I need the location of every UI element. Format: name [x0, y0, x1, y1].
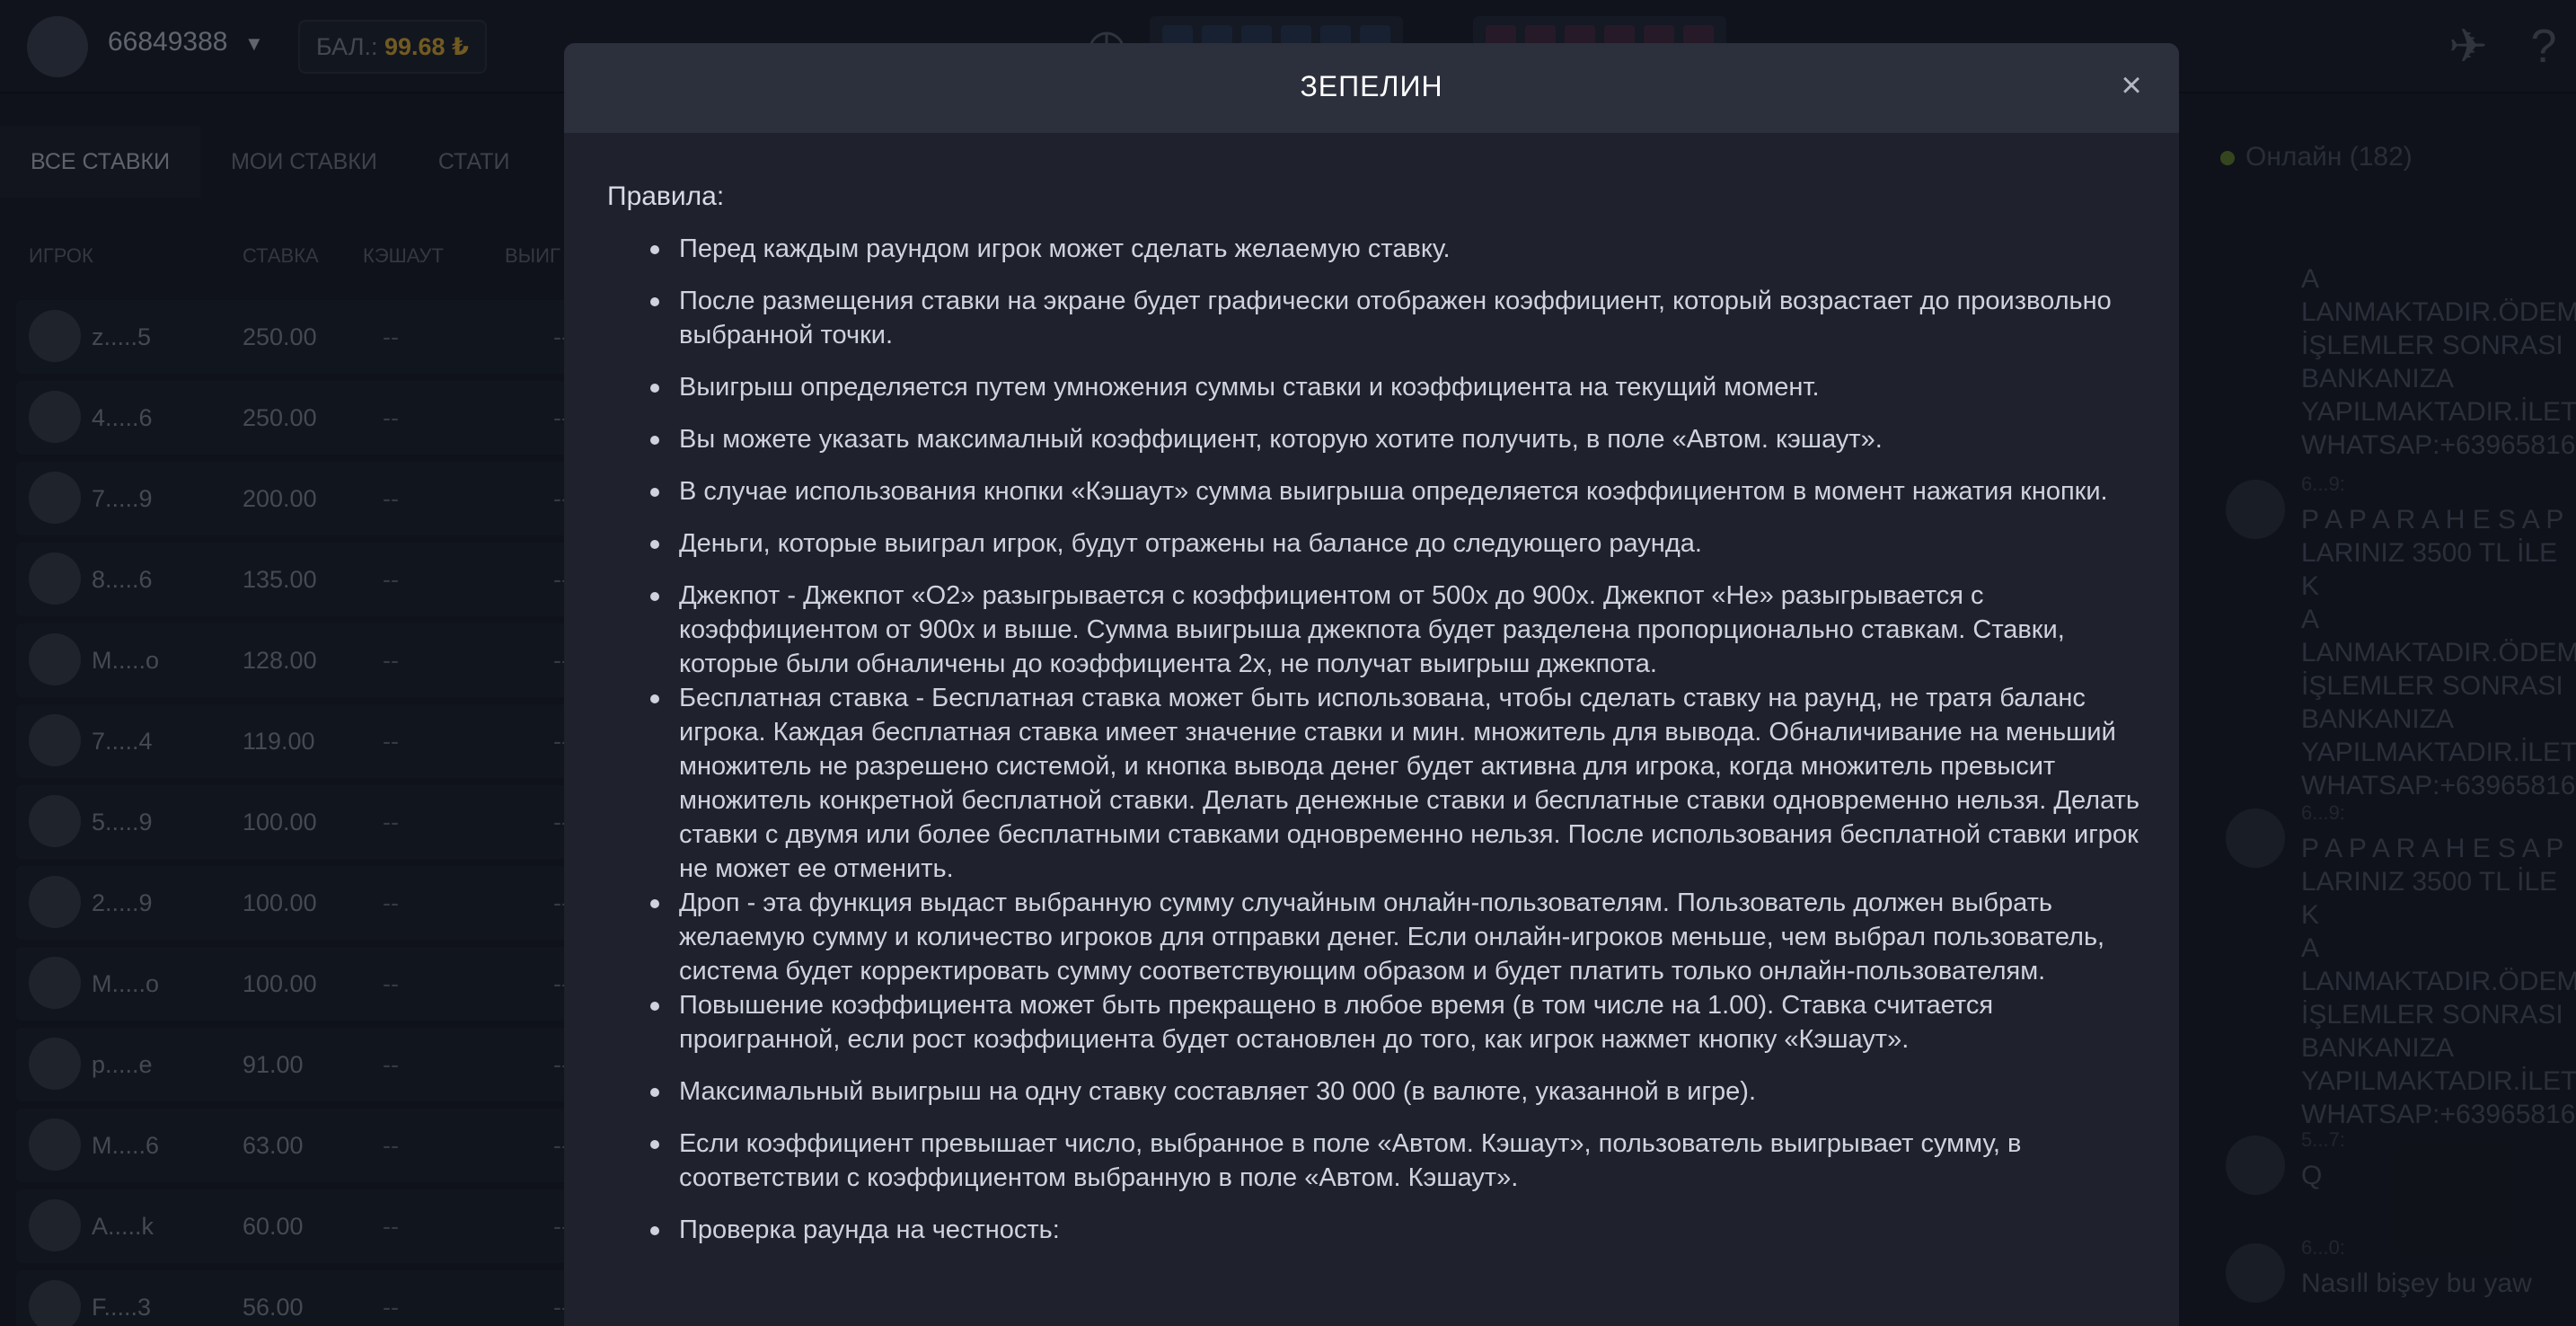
rule-item: Повышение коэффициента может быть прекращено в любое время (в том числе на 1.00). Ставка считается проигранной, если рост коэффициента будет остановлен до того, как игрок нажмет кнопку «Кэшаут».: [607, 988, 2143, 1056]
rule-item: Вы можете указать максималный коэффициент, которую хотите получить, в поле «Автом. кэшаут».: [607, 422, 2143, 456]
rule-item: Максимальный выигрыш на одну ставку составляет 30 000 (в валюте, указанной в игре).: [607, 1074, 2143, 1109]
rules-list: [607, 232, 2143, 1247]
rule-item: Джекпот - Джекпот «O2» разыгрывается с коэффициентом от 500x до 900x. Джекпот «He» разыгрывается с коэффициентом от 900x и выше. Сумма выигрыша джекпота будет разделена пропорционально ставкам. Ставки, которые были обналичены до коэффициента 2x, не получат выигрыш джекпота.: [607, 579, 2143, 681]
rule-item: После размещения ставки на экране будет графически отображен коэффициент, который возрастает до произвольно выбранной точки.: [607, 284, 2143, 352]
rule-item: Перед каждым раундом игрок может сделать желаемую ставку.: [607, 232, 2143, 266]
rule-item: Выигрыш определяется путем умножения суммы ставки и коэффициента на текущий момент.: [607, 370, 2143, 404]
rules-modal: [564, 43, 2179, 1326]
close-icon[interactable]: ×: [2121, 66, 2142, 105]
modal-body: [607, 180, 2143, 1265]
rule-item: Проверка раунда на честность:: [607, 1213, 2143, 1247]
rule-item: Дроп - эта функция выдаст выбранную сумму случайным онлайн-пользователям. Пользователь должен выбрать желаемую сумму и количество игроков для отправки денег. Если онлайн-игроков меньше, чем выбрал пользователь, система будет корректировать сумму соответствующим образом и будет платить только онлайн-пользователям.: [607, 886, 2143, 988]
rules-heading: Правила:: [607, 181, 725, 211]
modal-title: ЗЕПЕЛИН: [1300, 70, 1443, 102]
modal-header: [564, 43, 2179, 133]
rule-item: В случае использования кнопки «Кэшаут» сумма выигрыша определяется коэффициентом в момент нажатия кнопки.: [607, 474, 2143, 508]
rule-item: Деньги, которые выиграл игрок, будут отражены на балансе до следующего раунда.: [607, 526, 2143, 561]
rule-item: Если коэффициент превышает число, выбранное в поле «Автом. Кэшаут», пользователь выигрывает сумму, в соответствии с коэффициентом выбранную в поле «Автом. Кэшаут».: [607, 1127, 2143, 1195]
rule-item: Бесплатная ставка - Бесплатная ставка может быть использована, чтобы сделать ставку на раунд, не тратя баланс игрока. Каждая бесплатная ставка имеет значение ставки и мин. множитель для вывода. Обналичивание на меньший множитель не разрешено системой, и кнопка вывода денег будет активна для игрока, когда множитель превысит множитель конкретной бесплатной ставки. Делать денежные ставки и бесплатные ставки одновременно нельзя. Делать ставки с двумя или более бесплатными ставками одновременно нельзя. После использования бесплатной ставки игрок не может ее отменить.: [607, 681, 2143, 886]
